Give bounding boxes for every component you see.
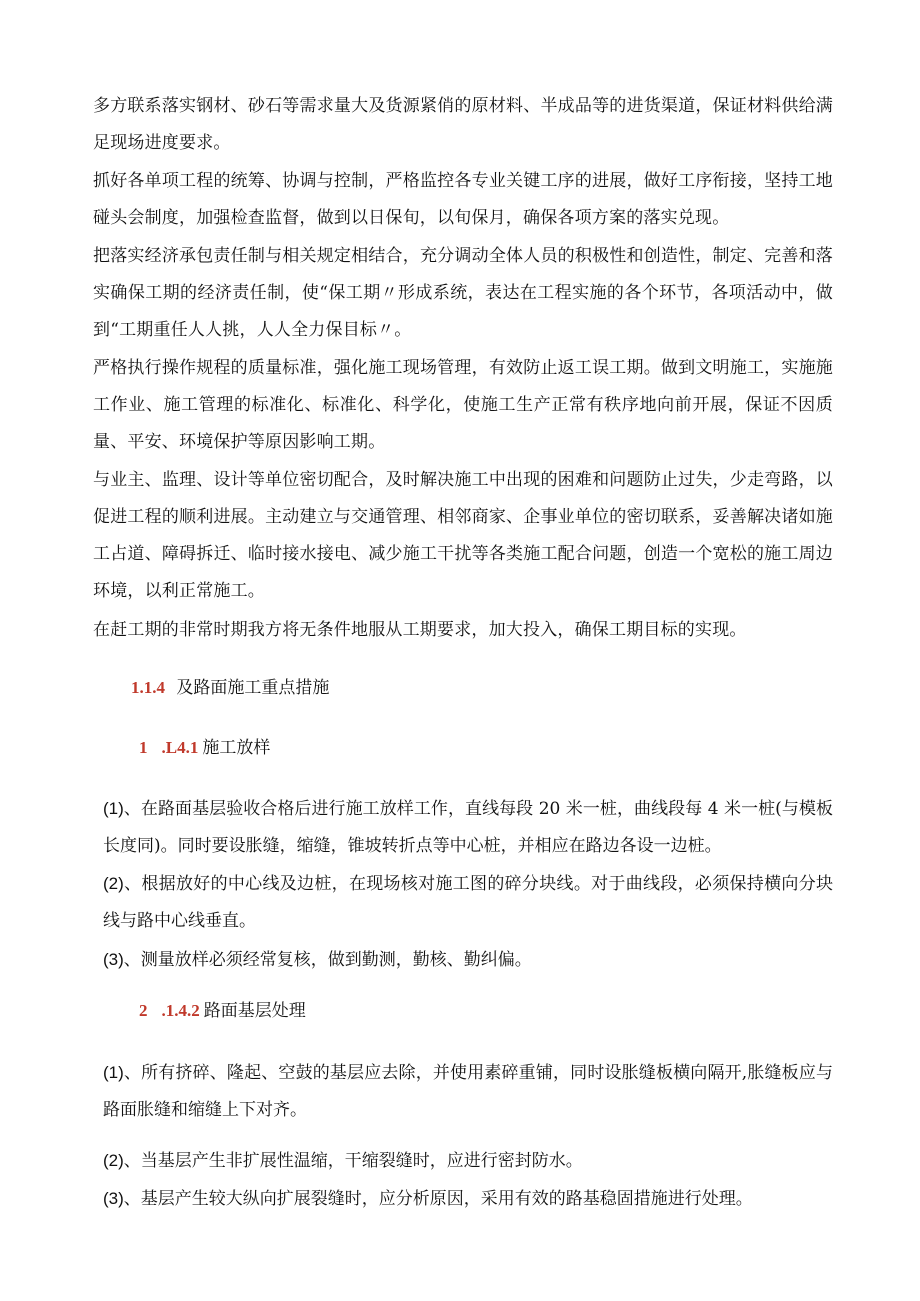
list-item: [103, 790, 833, 865]
item-mark: (3): [103, 1189, 124, 1208]
section-title: 及路面施工重点措施: [176, 678, 330, 698]
paragraph-responsibility: 把落实经济承包责任制与相关规定相结合，充分调动全体人员的积极性和创造性，制定、完善和落实确保工期的经济责任制，使“保工期〃形成系统，表达在工程实施的各个环节，各项活动中，做到“工期重任人人挑，人人全力保目标〃。: [93, 246, 833, 340]
item-text: 、测量放样必须经常复核，做到勤测，勤核、勤纠偏。: [123, 950, 532, 970]
paragraph-coordination: 抓好各单项工程的统筹、协调与控制，严格监控各专业关键工序的进展，做好工序衔接，坚持工地碰头会制度，加强检查监督，做到以日保旬，以旬保月，确保各项方案的落实兑现。: [93, 171, 833, 228]
item-text: 、在路面基层验收合格后进行施工放样工作，直线每段 20 米一桩，曲线段每 4 米一桩(与模板长度同)。同时要设胀缝，缩缝，锥坡转折点等中心桩，并相应在路边各设一边桩。: [103, 799, 833, 856]
section-heading: [131, 675, 329, 701]
item-text: 、根据放好的中心线及边桩，在现场核对施工图的碎分块线。对于曲线段，必须保持横向分块线与路中心线垂直。: [103, 874, 833, 931]
item-mark: (1): [103, 799, 124, 818]
subsection-number: .1.4.2: [161, 1001, 200, 1020]
list-item: [103, 865, 833, 940]
item-text: 、所有挤碎、隆起、空鼓的基层应去除，并使用素碎重铺，同时设胀缝板横向隔开,胀缝板应与路面胀缝和缩缝上下对齐。: [103, 1063, 833, 1120]
subsection-title: 施工放样: [202, 738, 271, 758]
subsection-heading-1: [139, 735, 270, 761]
item-mark: (2): [103, 1151, 124, 1170]
subsection-heading-2: [139, 998, 306, 1024]
list-item: [103, 1142, 833, 1180]
list-item: [103, 941, 833, 979]
item-text: 、当基层产生非扩展性温缩，干缩裂缝时，应进行密封防水。: [123, 1151, 583, 1171]
item-mark: (3): [103, 950, 124, 969]
subsection-index: 2: [139, 1001, 148, 1020]
subsection-index: 1: [139, 738, 148, 757]
list-item: [103, 1054, 833, 1129]
paragraph-materials: 多方联系落实钢材、砂石等需求量大及货源紧俏的原材料、半成品等的进货渠道，保证材料供给满足现场进度要求。: [93, 96, 833, 153]
paragraph-quality: 严格执行操作规程的质量标准，强化施工现场管理，有效防止返工误工期。做到文明施工，实施施工作业、施工管理的标准化、标准化、科学化，使施工生产正常有秩序地向前开展，保证不因质量、平安、环境保护等原因影响工期。: [93, 358, 833, 452]
paragraph-deadline: 在赶工期的非常时期我方将无条件地服从工期要求，加大投入，确保工期目标的实现。: [93, 620, 747, 640]
list-item: [103, 1180, 833, 1218]
subsection-number: .L4.1: [161, 738, 199, 757]
item-mark: (1): [103, 1063, 124, 1082]
subsection-title: 路面基层处理: [203, 1001, 306, 1021]
section-number: 1.1.4: [131, 678, 165, 697]
item-text: 、基层产生较大纵向扩展裂缝时，应分析原因，采用有效的路基稳固措施进行处理。: [123, 1189, 753, 1209]
item-mark: (2): [103, 874, 124, 893]
paragraph-cooperation: 与业主、监理、设计等单位密切配合，及时解决施工中出现的困难和问题防止过失，少走弯路，以促进工程的顺利进展。主动建立与交通管理、相邻商家、企事业单位的密切联系，妥善解决诸如施工占道、障碍拆迁、临时接水接电、减少施工干扰等各类施工配合问题，创造一个宽松的施工周边环境，以利正常施工。: [93, 470, 833, 601]
